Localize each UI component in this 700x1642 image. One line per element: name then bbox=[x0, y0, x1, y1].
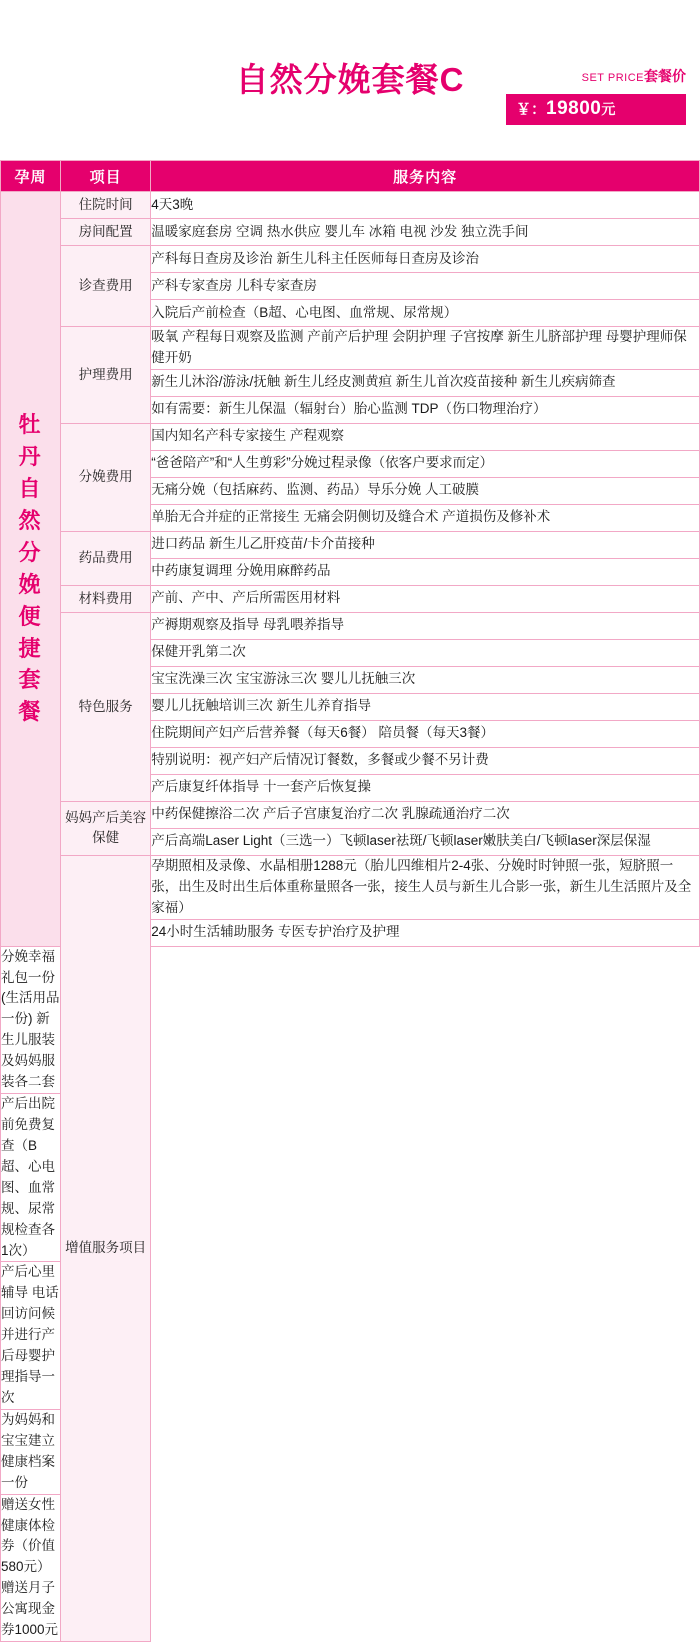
currency-symbol: ￥： bbox=[516, 101, 547, 118]
content-cell: 产后心里辅导 电话回访问候并进行产后母婴护理指导一次 bbox=[1, 1262, 61, 1409]
content-cell: 如有需要：新生儿保温（辐射台）胎心监测 TDP（伤口物理治疗） bbox=[151, 396, 700, 423]
item-cell: 诊查费用 bbox=[61, 246, 151, 327]
item-cell: 材料费用 bbox=[61, 585, 151, 612]
content-cell: 住院期间产妇产后营养餐（每天6餐） 陪员餐（每天3餐） bbox=[151, 720, 700, 747]
price-amount-row bbox=[506, 94, 686, 125]
content-cell: 为妈妈和宝宝建立健康档案一份 bbox=[1, 1409, 61, 1494]
content-cell: 国内知名产科专家接生 产程观察 bbox=[151, 423, 700, 450]
item-cell: 房间配置 bbox=[61, 219, 151, 246]
set-price-label: SET PRICE bbox=[581, 72, 644, 84]
content-cell: 赠送女性健康体检券（价值580元）赠送月子公寓现金券1000元 bbox=[1, 1494, 61, 1641]
item-cell: 妈妈产后美容保健 bbox=[61, 801, 151, 855]
content-cell: 无痛分娩（包括麻药、监测、药品）导乐分娩 人工破膜 bbox=[151, 477, 700, 504]
content-cell: 中药保健擦浴二次 产后子宫康复治疗二次 乳腺疏通治疗二次 bbox=[151, 801, 700, 828]
table-row bbox=[1, 423, 700, 450]
item-cell: 住院时间 bbox=[61, 192, 151, 219]
content-cell: 特别说明：视产妇产后情况订餐数，多餐或少餐不另计费 bbox=[151, 747, 700, 774]
price-amount: 19800 bbox=[546, 98, 602, 119]
page-header bbox=[0, 0, 700, 160]
week-cell bbox=[1, 192, 61, 947]
col-header-content: 服务内容 bbox=[151, 161, 700, 192]
week-label: 牡丹自然分娩便捷套餐 bbox=[18, 412, 43, 725]
table-body bbox=[1, 192, 700, 1642]
content-cell: 产前、产中、产后所需医用材料 bbox=[151, 585, 700, 612]
content-cell: 婴儿儿抚触培训三次 新生儿养育指导 bbox=[151, 693, 700, 720]
content-cell: 产后高端Laser Light（三选一）飞顿laser祛斑/飞顿laser嫩肤美白/飞顿laser深层保湿 bbox=[151, 828, 700, 855]
table-row bbox=[1, 246, 700, 273]
content-cell: 保健开乳第二次 bbox=[151, 639, 700, 666]
table-header-row bbox=[1, 161, 700, 192]
content-cell: 中药康复调理 分娩用麻醉药品 bbox=[151, 558, 700, 585]
item-cell: 增值服务项目 bbox=[61, 855, 151, 1641]
content-cell: 进口药品 新生儿乙肝疫苗/卡介苗接种 bbox=[151, 531, 700, 558]
content-cell: 产后康复纤体指导 十一套产后恢复操 bbox=[151, 774, 700, 801]
table-row bbox=[1, 531, 700, 558]
content-cell: 入院后产前检查（B超、心电图、血常规、尿常规） bbox=[151, 300, 700, 327]
content-cell: 24小时生活辅助服务 专医专护治疗及护理 bbox=[151, 919, 700, 946]
col-header-item: 项目 bbox=[61, 161, 151, 192]
table-row bbox=[1, 585, 700, 612]
table-row bbox=[1, 219, 700, 246]
table-row bbox=[1, 612, 700, 639]
page-title: 自然分娩套餐C bbox=[235, 61, 465, 98]
table-row bbox=[1, 801, 700, 828]
item-cell: 特色服务 bbox=[61, 612, 151, 801]
content-cell: 产科每日查房及诊治 新生儿科主任医师每日查房及诊治 bbox=[151, 246, 700, 273]
content-cell: 吸氧 产程每日观察及监测 产前产后护理 会阴护理 子宫按摩 新生儿脐部护理 母婴护理师保健开奶 bbox=[151, 327, 700, 370]
content-cell: 宝宝洗澡三次 宝宝游泳三次 婴儿儿抚触三次 bbox=[151, 666, 700, 693]
content-cell: 孕期照相及录像、水晶相册1288元（胎儿四维相片2-4张、分娩时时钟照一张，短脐照一张，出生及时出生后体重称量照各一张，接生人员与新生儿合影一张，新生儿生活照片及全家福） bbox=[151, 855, 700, 919]
content-cell: 新生儿沐浴/游泳/抚触 新生儿经皮测黄疸 新生儿首次疫苗接种 新生儿疾病筛查 bbox=[151, 369, 700, 396]
content-cell: 产科专家查房 儿科专家查房 bbox=[151, 273, 700, 300]
item-cell: 分娩费用 bbox=[61, 423, 151, 531]
price-cn-label: 套餐价 bbox=[644, 68, 686, 84]
price-box bbox=[506, 66, 686, 125]
content-cell: 4天3晚 bbox=[151, 192, 700, 219]
content-cell: “爸爸陪产”和“人生剪彩”分娩过程录像（依客户要求而定） bbox=[151, 450, 700, 477]
package-table bbox=[0, 160, 700, 1642]
content-cell: 分娩幸福礼包一份(生活用品一份) 新生儿服装及妈妈服装各二套 bbox=[1, 946, 61, 1093]
price-unit: 元 bbox=[601, 101, 616, 117]
content-cell: 单胎无合并症的正常接生 无痛会阴侧切及缝合术 产道损伤及修补术 bbox=[151, 504, 700, 531]
table-row bbox=[1, 192, 700, 219]
content-cell: 产褥期观察及指导 母乳喂养指导 bbox=[151, 612, 700, 639]
table-row bbox=[1, 855, 700, 919]
item-cell: 护理费用 bbox=[61, 327, 151, 424]
content-cell: 产后出院前免费复查（B超、心电图、血常规、尿常规检查各1次） bbox=[1, 1094, 61, 1262]
table-row bbox=[1, 327, 700, 370]
col-header-week: 孕周 bbox=[1, 161, 61, 192]
content-cell: 温暖家庭套房 空调 热水供应 婴儿车 冰箱 电视 沙发 独立洗手间 bbox=[151, 219, 700, 246]
item-cell: 药品费用 bbox=[61, 531, 151, 585]
price-label-row bbox=[506, 66, 686, 86]
